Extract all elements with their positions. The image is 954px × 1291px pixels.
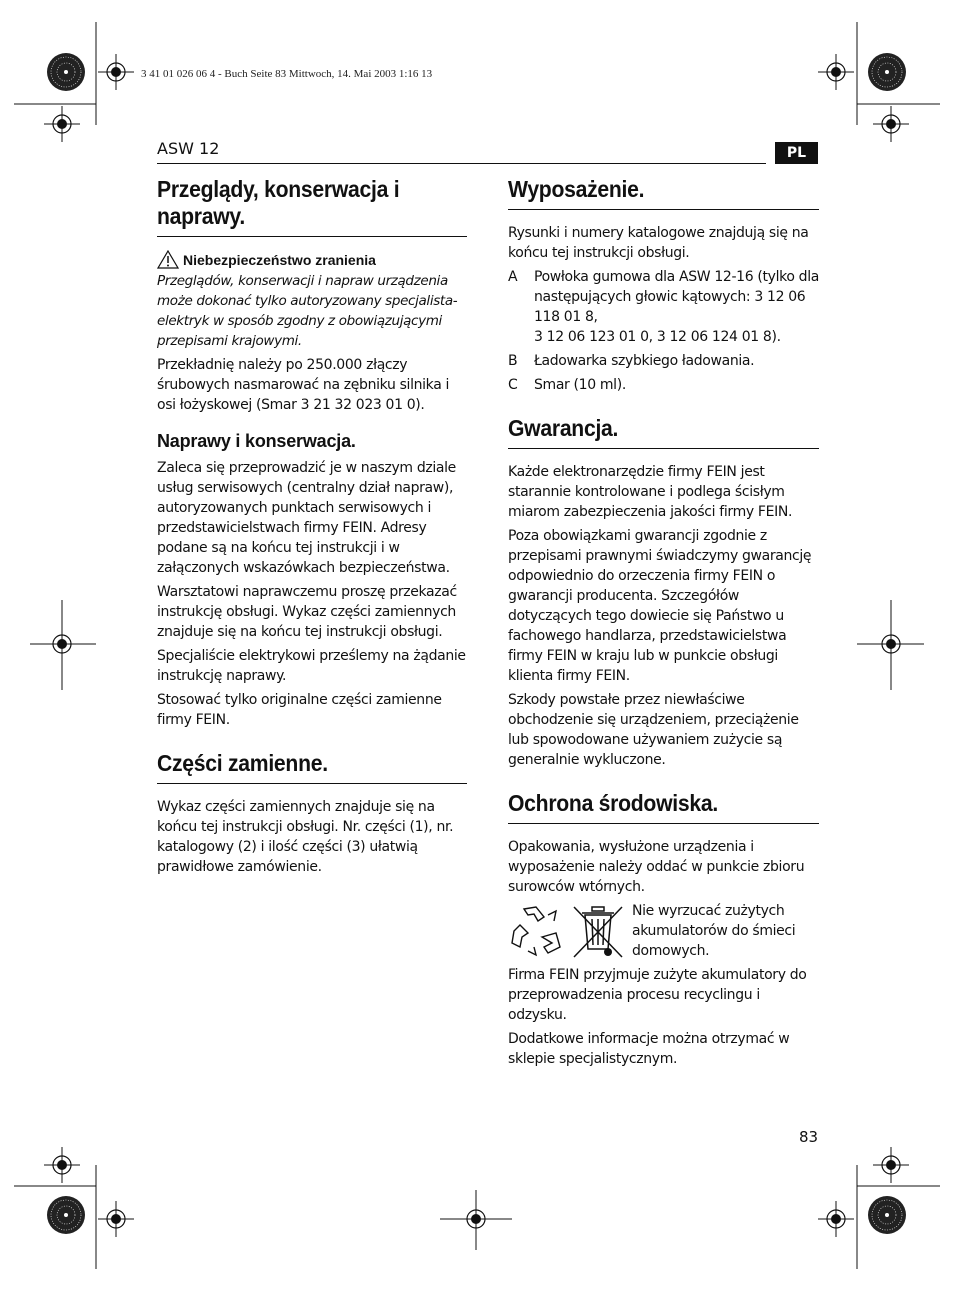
section-title-accessories: Wyposażenie. (508, 176, 645, 202)
recycling-arrows-icon (508, 903, 566, 959)
warning-text: Przeglądów, konserwacji i napraw urządzenia może dokonać tylko autoryzowany specjalista-elektryk w sposób zgodny z obowiązującymi przepisami krajowymi. (157, 273, 458, 349)
section-title-spare-parts: Części zamienne. (157, 750, 328, 776)
environment-paragraph-2: Nie wyrzucać zużytych akumulatorów do śmieci domowych. (632, 903, 796, 959)
list-text: 3 12 06 123 01 0, 3 12 06 124 01 8). (534, 329, 781, 345)
section-rule (508, 823, 819, 824)
list-letter: A (508, 269, 518, 285)
section-title-environment: Ochrona środowiska. (508, 790, 718, 816)
section-rule (508, 209, 819, 210)
print-info-line: 3 41 01 026 06 4 - Buch Seite 83 Mittwoch, 14. Mai 2003 1:16 13 (141, 68, 433, 80)
warning-heading (157, 250, 467, 269)
language-badge: PL (775, 142, 818, 164)
warranty-paragraph-2: Poza obowiązkami gwarancji zgodnie z przepisami prawnymi świadczymy gwarancję odpowiednio do orzeczenia firmy FEIN o gwarancji producenta. Szczegółów dotyczących tego dowiecie się Państwo u fachowego handlarza, przedstawicielstwa firmy FEIN w kraju lub w punkcie obsługi klienta firmy FEIN. (508, 528, 812, 684)
section-title-maintenance: Przeglądy, konserwacja i naprawy. (157, 176, 400, 229)
header-model: ASW 12 (157, 139, 220, 158)
repairs-paragraph-2: Warsztatowi naprawczemu proszę przekazać instrukcję obsługi. Wykaz części zamiennych znajduje się na końcu tej instrukcji obsługi. (157, 584, 457, 640)
page-number: 83 (799, 1128, 819, 1146)
repairs-paragraph-4: Stosować tylko originalne części zamienne firmy FEIN. (157, 692, 442, 728)
list-item (508, 351, 819, 371)
starburst-top-right (868, 53, 906, 91)
repairs-paragraph-3: Specjaliście elektrykowi prześlemy na żądanie instrukcję naprawy. (157, 648, 466, 684)
warranty-paragraph-1: Każde elektronarzędzie firmy FEIN jest starannie kontrolowane i podlega ścisłym miarom zabezpieczenia jakości firmy FEIN. (508, 464, 793, 520)
starburst-bottom-left (47, 1196, 85, 1234)
list-text: Ładowarka szybkiego ładowania. (534, 353, 755, 369)
spare-parts-paragraph: Wykaz części zamiennych znajduje się na końcu tej instrukcji obsługi. Nr. części (1), nr. katalogowy (2) i ilość części (3) ułatwią prawidłowe zamówienie. (157, 799, 454, 875)
header-rule (157, 163, 766, 164)
warning-title: Niebezpieczeństwo zranienia (183, 252, 376, 268)
list-text: Powłoka gumowa dla ASW 12-16 (tylko dla następujących głowic kątowych: 3 12 06 118 01 8, (534, 269, 819, 325)
list-item (508, 267, 819, 347)
right-column (508, 176, 819, 1073)
left-column (157, 176, 467, 881)
crossed-out-bin-icon (570, 903, 626, 961)
list-letter: C (508, 377, 518, 393)
maintenance-paragraph: Przekładnię należy po 250.000 złączy śrubowych nasmarować na zębniku silnika i osi łożyskowej (Smar 3 21 32 023 01 0). (157, 357, 450, 413)
warranty-paragraph-3: Szkody powstałe przez niewłaściwe obchodzenie się urządzeniem, przeciążenie lub spowodowane używaniem zużycie są generalnie wykluczone. (508, 692, 799, 768)
environment-paragraph-4: Dodatkowe informacje można otrzymać w sklepie specjalistycznym. (508, 1031, 790, 1067)
section-rule (157, 236, 467, 237)
list-letter: B (508, 353, 518, 369)
section-rule (157, 783, 467, 784)
subsection-title-repairs: Naprawy i konserwacja. (157, 431, 356, 451)
starburst-top-left (47, 53, 85, 91)
accessories-intro: Rysunki i numery katalogowe znajdują się na końcu tej instrukcji obsługi. (508, 225, 809, 261)
environment-paragraph-3: Firma FEIN przyjmuje zużyte akumulatory do przeprowadzenia procesu recyclingu i odzysku. (508, 967, 807, 1023)
repairs-paragraph-1: Zaleca się przeprowadzić je w naszym dziale usług serwisowych (centralny dział napraw), autoryzowanych punktach serwisowych i przedstawicielstwach firmy FEIN. Adresy podane są na końcu tej instrukcji i w załączonych wskazówkach bezpieczeństwa. (157, 460, 456, 576)
starburst-bottom-right (868, 1196, 906, 1234)
list-item (508, 375, 819, 395)
disposal-notice (508, 901, 819, 961)
section-rule (508, 448, 819, 449)
section-title-warranty: Gwarancja. (508, 415, 619, 441)
list-text: Smar (10 ml). (534, 377, 626, 393)
environment-paragraph-1: Opakowania, wysłużone urządzenia i wyposażenie należy oddać w punkcie zbioru surowców wtórnych. (508, 839, 805, 895)
warning-triangle-icon (157, 250, 179, 269)
